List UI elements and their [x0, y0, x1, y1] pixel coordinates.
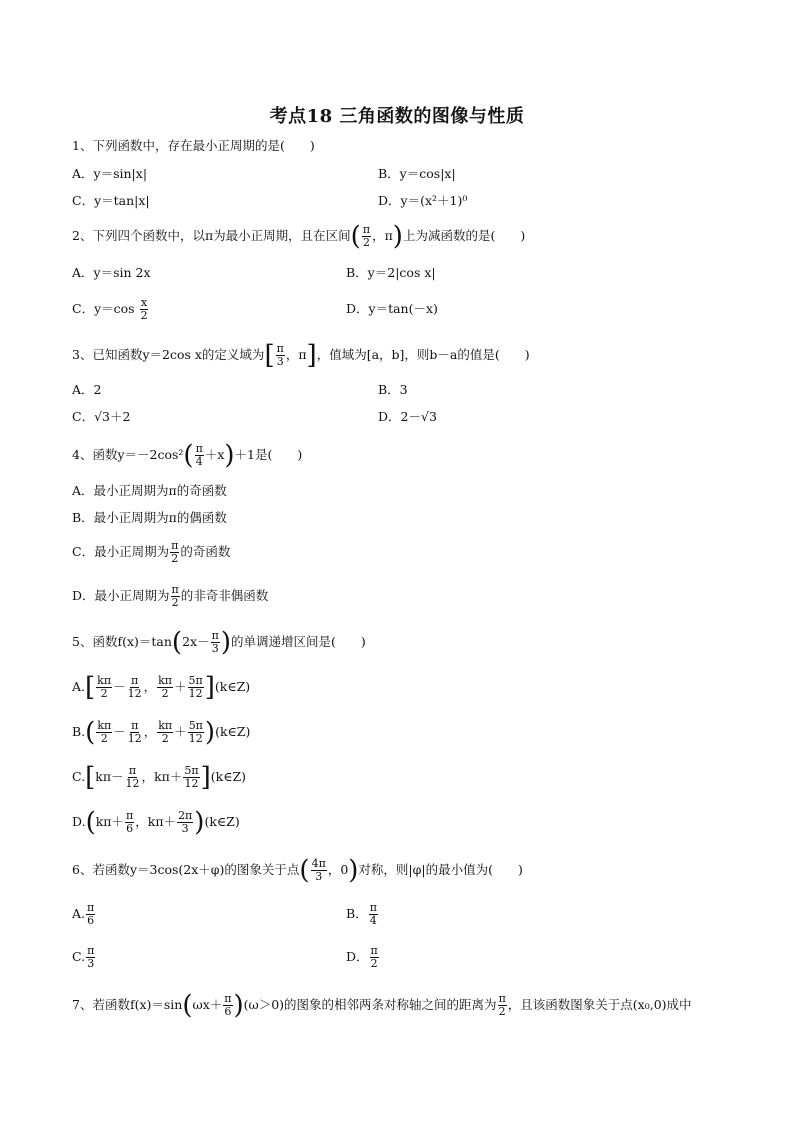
question-2-stem-text: 2、下列四个函数中，以π为最小正周期，且在区间 [72, 228, 351, 243]
question-1-option-c: C．y＝tan|x| [72, 193, 150, 208]
question-2-option-a: A．y＝sin 2x [72, 265, 151, 280]
fraction: $\frac{\pi}{3}$ [211, 629, 219, 655]
question-5-option-b: B.( $\frac{k\pi}{2}$ － $\frac{\pi}{12}$ ， $\frac{k\pi}{2}$ ＋ $\frac{5\pi}{12}$ )(k∈Z) [72, 717, 251, 748]
fraction: $\frac{x}{2}$ [140, 296, 148, 322]
question-3-option-a: A．2 [72, 382, 102, 397]
question-5-option-c: C.[kπ－ $\frac{\pi}{12}$ ，kπ＋ $\frac{5\pi}{12}$ ](k∈Z) [72, 762, 247, 793]
question-6-option-d: D． $\frac{\pi}{2}$ [346, 944, 378, 970]
fraction: $\frac{\pi}{2}$ [171, 539, 179, 565]
question-5-stem: 5、函数f(x)＝tan(2x－ $\frac{\pi}{3}$ )的单调递增区间是( ) [72, 627, 366, 658]
fraction: $\frac{\pi}{6}$ [224, 992, 232, 1018]
fraction: $\frac{\pi}{2}$ [171, 583, 179, 609]
fraction: $\frac{\pi}{3}$ [276, 342, 284, 368]
fraction: $\frac{\pi}{2}$ [498, 992, 506, 1018]
question-1-stem: 1、下列函数中，存在最小正周期的是( ) [72, 138, 315, 153]
question-2-option-d: D．y＝tan(－x) [346, 301, 438, 316]
question-6-option-a: A. $\frac{\pi}{6}$ [72, 901, 95, 927]
page-title: 考点18 三角函数的图像与性质 [269, 106, 525, 127]
question-7-stem: 7、若函数f(x)＝sin(ωx＋ $\frac{\pi}{6}$ )(ω＞0)的图象的相邻两条对称轴之间的距离为 $\frac{\pi}{2}$ ，且该函数图象关于点(x₀,0)成中 [72, 990, 692, 1021]
question-3-option-c: C．√3＋2 [72, 409, 131, 424]
question-6-stem: 6、若函数y＝3cos(2x＋φ)的图象关于点( $\frac{4\pi}{3}$ ，0)对称，则|φ|的最小值为( ) [72, 855, 523, 886]
question-4-option-c: C．最小正周期为 $\frac{\pi}{2}$ 的奇函数 [72, 539, 231, 565]
question-3-stem: 3、已知函数y＝2cos x的定义域为[ $\frac{\pi}{3}$ ，π]，值域为[a，b]，则b－a的值是( ) [72, 340, 530, 371]
question-3-option-d: D．2－√3 [378, 409, 437, 424]
question-4-stem: 4、函数y＝－2cos²( $\frac{\pi}{4}$ ＋x)＋1是( ) [72, 440, 303, 471]
question-4-option-a: A．最小正周期为π的奇函数 [72, 483, 227, 498]
question-6-option-b: B． $\frac{\pi}{4}$ [346, 901, 377, 927]
question-4-option-d: D．最小正周期为 $\frac{\pi}{2}$ 的非奇非偶函数 [72, 583, 269, 609]
question-1-option-d: D．y＝(x²＋1)⁰ [378, 193, 468, 208]
fraction: $\frac{\pi}{2}$ [362, 223, 371, 249]
question-1-option-a: A．y＝sin|x| [72, 166, 148, 181]
question-3-option-b: B．3 [378, 382, 408, 397]
question-2-option-c: C．y＝cos $\frac{x}{2}$ [72, 296, 148, 322]
question-6-option-c: C. $\frac{\pi}{3}$ [72, 944, 95, 970]
question-2-stem: 2、下列四个函数中，以π为最小正周期，且在区间( $\frac{\pi}{2}$ ，π)上为减函数的是( ) [72, 221, 526, 252]
fraction: $\frac{4\pi}{3}$ [311, 857, 326, 883]
question-1-option-b: B．y＝cos|x| [378, 166, 456, 181]
question-5-option-a: A.[ $\frac{k\pi}{2}$ － $\frac{\pi}{12}$ ， $\frac{k\pi}{2}$ ＋ $\frac{5\pi}{12}$ ](k∈Z) [72, 672, 251, 703]
question-5-option-d: D.(kπ＋ $\frac{\pi}{6}$ ，kπ＋ $\frac{2\pi}{3}$ )(k∈Z) [72, 807, 240, 838]
question-4-option-b: B．最小正周期为π的偶函数 [72, 510, 227, 525]
fraction: $\frac{\pi}{4}$ [195, 442, 203, 468]
question-2-option-b: B．y＝2|cos x| [346, 265, 436, 280]
